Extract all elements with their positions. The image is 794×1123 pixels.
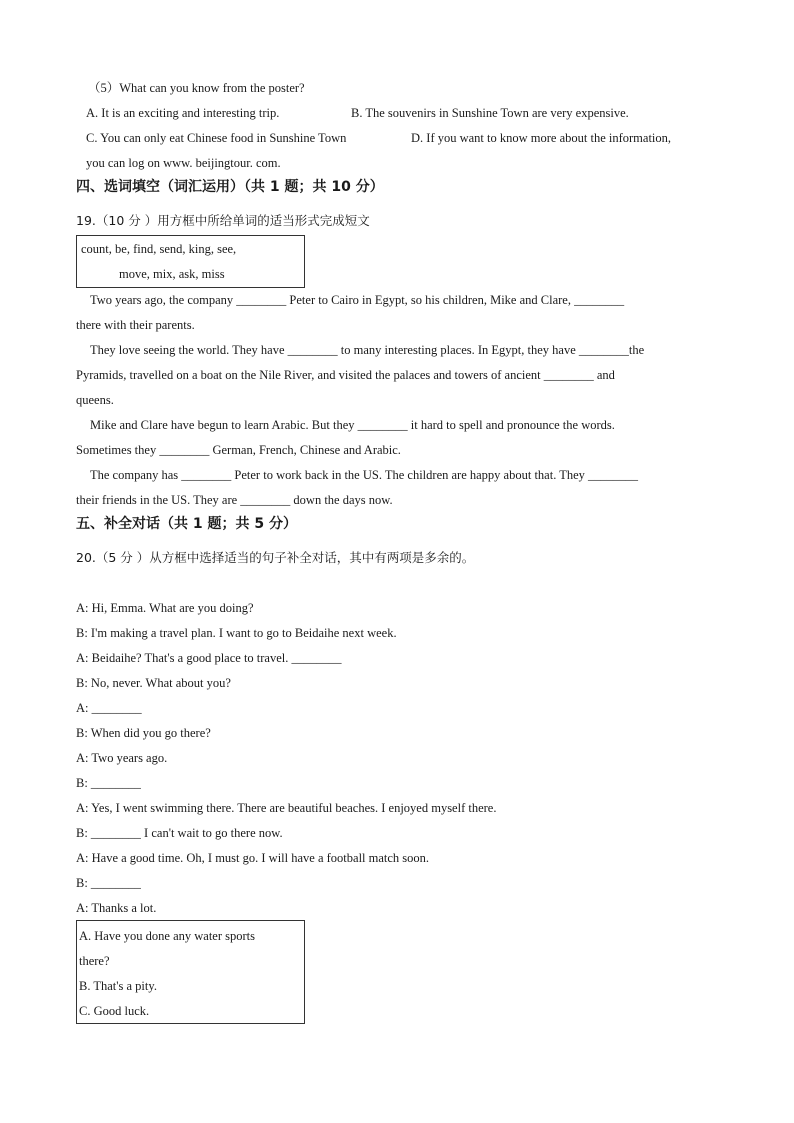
passage-line: their friends in the US. They are ________ down the days now. [76,493,393,507]
dialog-line: A: Yes, I went swimming there. There are beautiful beaches. I enjoyed myself there. [76,801,497,815]
dialog-line: B: ________ I can't wait to go there now. [76,826,283,840]
word-box [76,235,305,288]
q5-option-a: A. It is an exciting and interesting trip. [86,106,280,120]
option-line: there? [79,954,110,968]
dialog-line: A: Two years ago. [76,751,168,765]
passage-line: queens. [76,393,114,407]
dialog-line: A: Hi, Emma. What are you doing? [76,601,254,615]
dialog-line: A: Have a good time. Oh, I must go. I will have a football match soon. [76,851,430,865]
dialog-line: A: Thanks a lot. [76,901,157,915]
dialog-line: B: ________ [76,776,141,790]
passage-line: Two years ago, the company ________ Peter to Cairo in Egypt, so his children, Mike and Clare, ________ [90,293,625,307]
q5-question: （5）What can you know from the poster? [88,81,305,95]
options-box [76,920,305,1024]
q5-option-c: C. You can only eat Chinese food in Sunshine Town [86,131,347,145]
q5-option-d: D. If you want to know more about the information, [411,131,672,145]
passage-line: Sometimes they ________ German, French, Chinese and Arabic. [76,443,401,457]
dialog-line: B: I'm making a travel plan. I want to go to Beidaihe next week. [76,626,397,640]
option-line: B. That's a pity. [79,979,157,993]
passage-line: Mike and Clare have begun to learn Arabic. But they ________ it hard to spell and pronounce the words. [90,418,615,432]
option-line: A. Have you done any water sports [79,929,255,943]
dialog-line: A: Beidaihe? That's a good place to travel. ________ [76,651,342,665]
passage-line: there with their parents. [76,318,195,332]
section5-heading: 五、补全对话（共 1 题；共 5 分） [76,516,297,532]
passage-line: The company has ________ Peter to work back in the US. The children are happy about that. They ________ [90,468,639,482]
passage-line: They love seeing the world. They have ________ to many interesting places. In Egypt, they have ________the [90,343,645,357]
dialog-line: B: When did you go there? [76,726,211,740]
dialog-line: B: No, never. What about you? [76,676,231,690]
q5-option-b: B. The souvenirs in Sunshine Town are very expensive. [351,106,629,120]
dialog-line: A: ________ [76,701,142,715]
option-line: C. Good luck. [79,1004,150,1018]
word-box-line-2: move, mix, ask, miss [119,267,225,281]
dialog-line: B: ________ [76,876,141,890]
word-box-line-1: count, be, find, send, king, see, [81,242,237,256]
q20-instruction: 20.（5 分 ）从方框中选择适当的句子补全对话，其中有两项是多余的。 [76,550,475,565]
q5-option-d-cont: you can log on www. beijingtour. com. [86,156,281,170]
section4-heading: 四、选词填空（词汇运用）（共 1 题；共 10 分） [76,179,384,195]
q19-instruction: 19.（10 分 ）用方框中所给单词的适当形式完成短文 [76,213,370,228]
passage-line: Pyramids, travelled on a boat on the Nile River, and visited the palaces and towers of ancient ________ and [76,368,615,382]
